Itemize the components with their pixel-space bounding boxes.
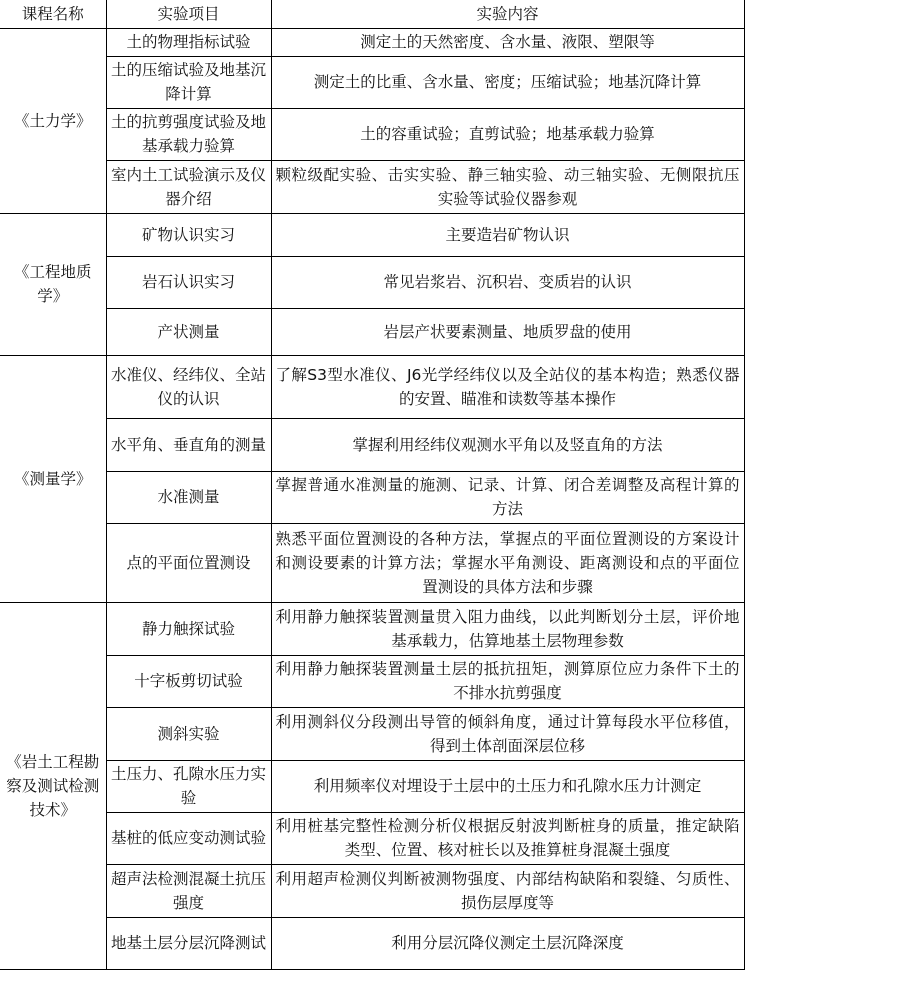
item-cell: 测斜实验	[106, 707, 271, 760]
table-row	[0, 28, 744, 56]
item-cell: 水平角、垂直角的测量	[106, 418, 271, 471]
item-cell: 超声法检测混凝土抗压强度	[106, 864, 271, 917]
table-row	[0, 602, 744, 655]
content-cell: 利用频率仪对埋设于土层中的土压力和孔隙水压力计测定	[271, 760, 744, 812]
header-content: 实验内容	[271, 0, 744, 28]
item-cell: 点的平面位置测设	[106, 523, 271, 602]
item-cell: 土的压缩试验及地基沉降计算	[106, 56, 271, 108]
item-cell: 水准仪、经纬仪、全站仪的认识	[106, 355, 271, 418]
course-cell: 《土力学》	[0, 28, 106, 213]
table-row	[0, 812, 744, 864]
course-cell: 《工程地质学》	[0, 213, 106, 355]
table-row	[0, 707, 744, 760]
table-row	[0, 523, 744, 602]
content-cell: 熟悉平面位置测设的各种方法，掌握点的平面位置测设的方案设计和测设要素的计算方法；掌握水平角测设、距离测设和点的平面位置测设的具体方法和步骤	[271, 523, 744, 602]
content-cell: 测定土的天然密度、含水量、液限、塑限等	[271, 28, 744, 56]
item-cell: 静力触探试验	[106, 602, 271, 655]
item-cell: 十字板剪切试验	[106, 655, 271, 707]
content-cell: 了解S3型水准仪、J6光学经纬仪以及全站仪的基本构造；熟悉仪器的安置、瞄准和读数等基本操作	[271, 355, 744, 418]
table-row	[0, 256, 744, 308]
table-row	[0, 917, 744, 969]
content-cell: 利用静力触探装置测量贯入阻力曲线，以此判断划分土层，评价地基承载力，估算地基土层物理参数	[271, 602, 744, 655]
content-cell: 掌握普通水准测量的施测、记录、计算、闭合差调整及高程计算的方法	[271, 471, 744, 523]
table-row	[0, 418, 744, 471]
table-row	[0, 760, 744, 812]
table-row	[0, 355, 744, 418]
content-cell: 利用分层沉降仪测定土层沉降深度	[271, 917, 744, 969]
item-cell: 产状测量	[106, 308, 271, 355]
item-cell: 水准测量	[106, 471, 271, 523]
content-cell: 颗粒级配实验、击实实验、静三轴实验、动三轴实验、无侧限抗压实验等试验仪器参观	[271, 160, 744, 213]
table-row	[0, 56, 744, 108]
item-cell: 土的物理指标试验	[106, 28, 271, 56]
item-cell: 室内土工试验演示及仪器介绍	[106, 160, 271, 213]
content-cell: 测定土的比重、含水量、密度；压缩试验；地基沉降计算	[271, 56, 744, 108]
content-cell: 利用测斜仪分段测出导管的倾斜角度，通过计算每段水平位移值，得到土体剖面深层位移	[271, 707, 744, 760]
table-row	[0, 108, 744, 160]
item-cell: 土的抗剪强度试验及地基承载力验算	[106, 108, 271, 160]
content-cell: 掌握利用经纬仪观测水平角以及竖直角的方法	[271, 418, 744, 471]
table-row	[0, 471, 744, 523]
table-row	[0, 655, 744, 707]
content-cell: 土的容重试验；直剪试验；地基承载力验算	[271, 108, 744, 160]
item-cell: 基桩的低应变动测试验	[106, 812, 271, 864]
item-cell: 岩石认识实习	[106, 256, 271, 308]
content-cell: 岩层产状要素测量、地质罗盘的使用	[271, 308, 744, 355]
course-cell: 《岩土工程勘察及测试检测技术》	[0, 602, 106, 969]
header-course: 课程名称	[0, 0, 106, 28]
content-cell: 主要造岩矿物认识	[271, 213, 744, 256]
content-cell: 利用超声检测仪判断被测物强度、内部结构缺陷和裂缝、匀质性、损伤层厚度等	[271, 864, 744, 917]
content-cell: 常见岩浆岩、沉积岩、变质岩的认识	[271, 256, 744, 308]
table-row	[0, 213, 744, 256]
item-cell: 矿物认识实习	[106, 213, 271, 256]
content-cell: 利用静力触探装置测量土层的抵抗扭矩，测算原位应力条件下土的不排水抗剪强度	[271, 655, 744, 707]
table-row	[0, 160, 744, 213]
header-item: 实验项目	[106, 0, 271, 28]
header-row	[0, 0, 744, 28]
content-cell: 利用桩基完整性检测分析仪根据反射波判断桩身的质量，推定缺陷类型、位置、核对桩长以及推算桩身混凝土强度	[271, 812, 744, 864]
course-cell: 《测量学》	[0, 355, 106, 602]
item-cell: 土压力、孔隙水压力实验	[106, 760, 271, 812]
table-row	[0, 308, 744, 355]
item-cell: 地基土层分层沉降测试	[106, 917, 271, 969]
table-row	[0, 864, 744, 917]
